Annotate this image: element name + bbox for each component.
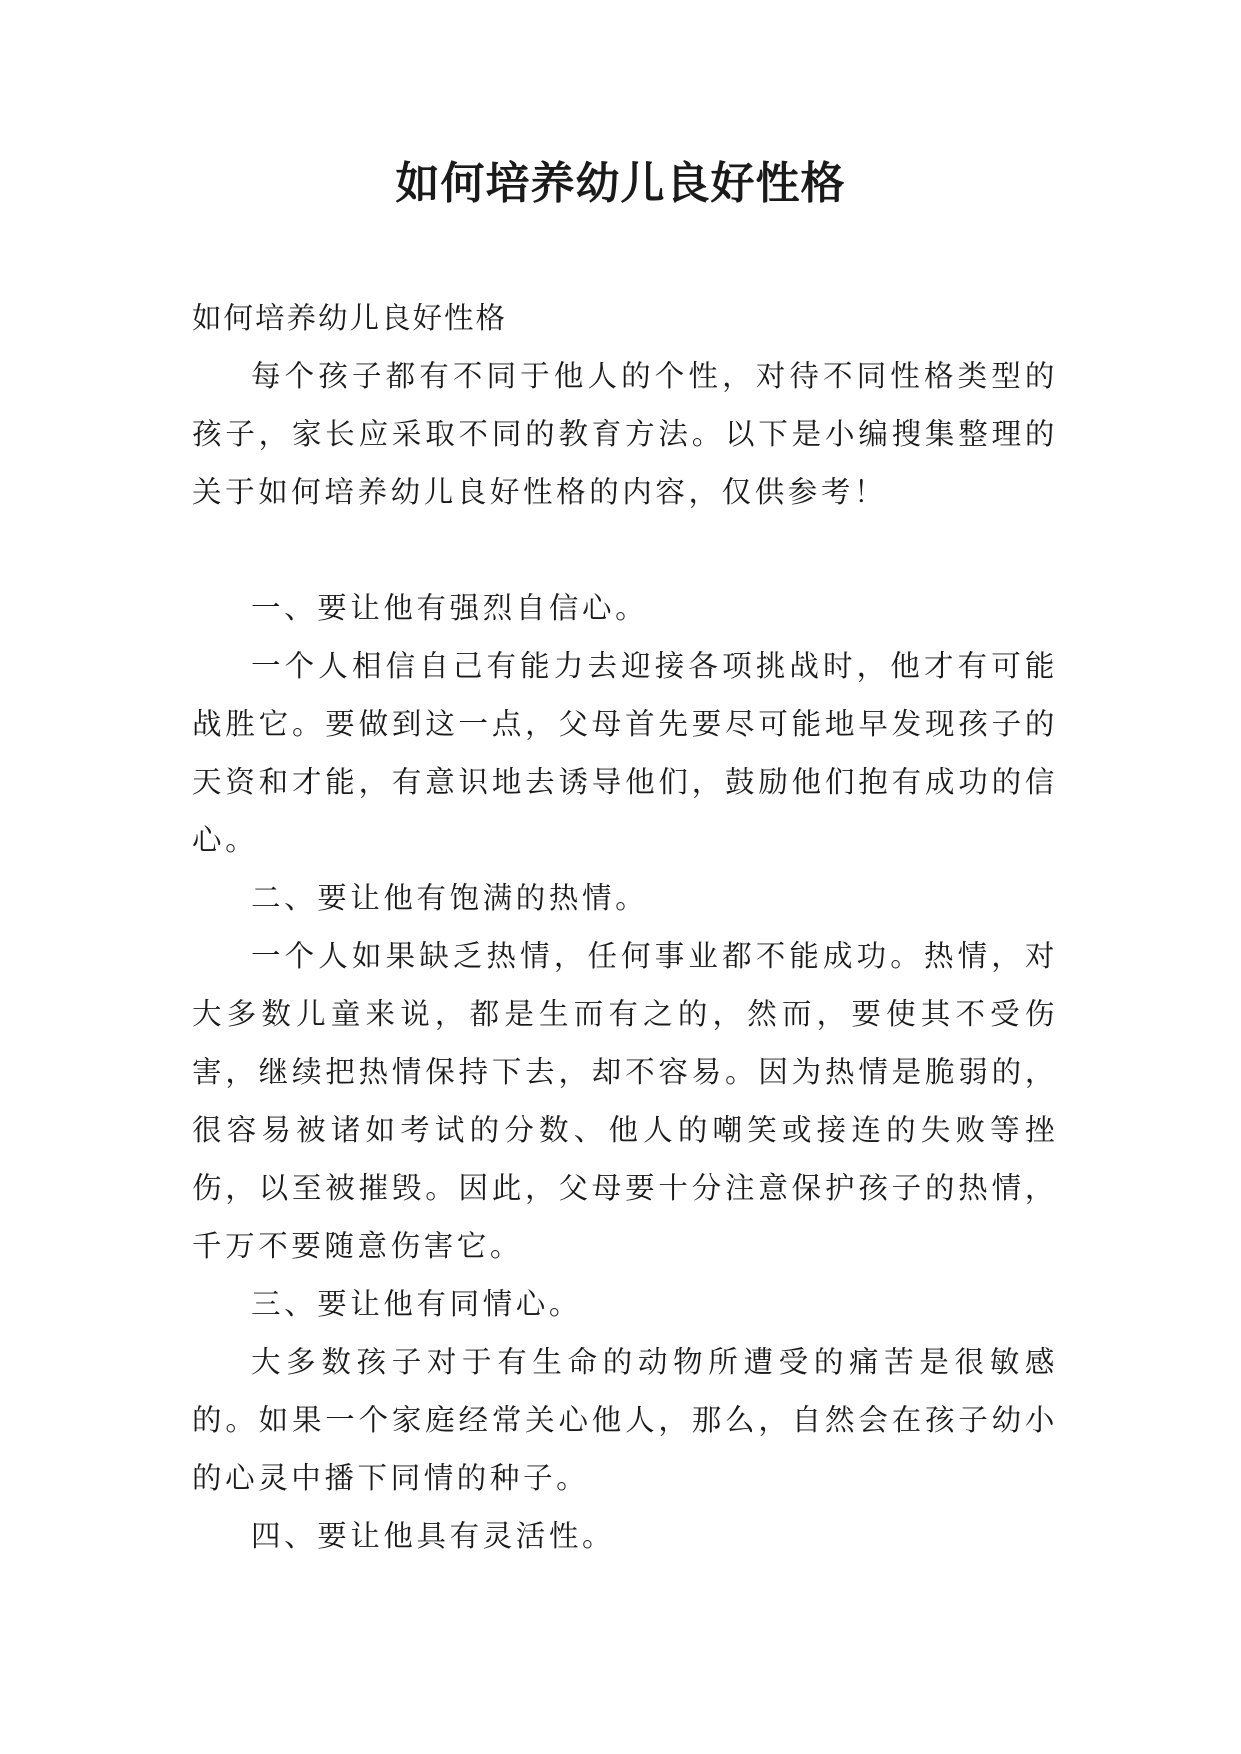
intro-paragraph: 每个孩子都有不同于他人的个性，对待不同性格类型的孩子，家长应采取不同的教育方法。以下是小编搜集整理的关于如何培养幼儿良好性格的内容，仅供参考！ <box>192 359 1058 509</box>
section-4-heading: 四、要让他具有灵活性。 <box>251 1519 616 1553</box>
section-3-heading: 三、要让他有同情心。 <box>251 1287 583 1321</box>
document-subtitle: 如何培养幼儿良好性格 <box>192 301 508 335</box>
section-1-heading: 一、要让他有强烈自信心。 <box>251 591 649 625</box>
document-body <box>192 289 1058 1565</box>
section-1-text: 一个人相信自己有能力去迎接各项挑战时，他才有可能战胜它。要做到这一点，父母首先要尽可能地早发现孩子的天资和才能，有意识地去诱导他们，鼓励他们抱有成功的信心。 <box>192 649 1058 857</box>
section-2-text: 一个人如果缺乏热情，任何事业都不能成功。热情，对大多数儿童来说，都是生而有之的，然而，要使其不受伤害，继续把热情保持下去，却不容易。因为热情是脆弱的，很容易被诸如考试的分数、他人的嘲笑或接连的失败等挫伤，以至被摧毁。因此，父母要十分注意保护孩子的热情，千万不要随意伤害它。 <box>192 939 1058 1263</box>
section-3-text: 大多数孩子对于有生命的动物所遭受的痛苦是很敏感的。如果一个家庭经常关心他人，那么，自然会在孩子幼小的心灵中播下同情的种子。 <box>192 1345 1058 1495</box>
document-title: 如何培养幼儿良好性格 <box>395 158 846 209</box>
paragraph-spacer <box>192 521 1058 579</box>
section-2-heading: 二、要让他有饱满的热情。 <box>251 881 649 915</box>
